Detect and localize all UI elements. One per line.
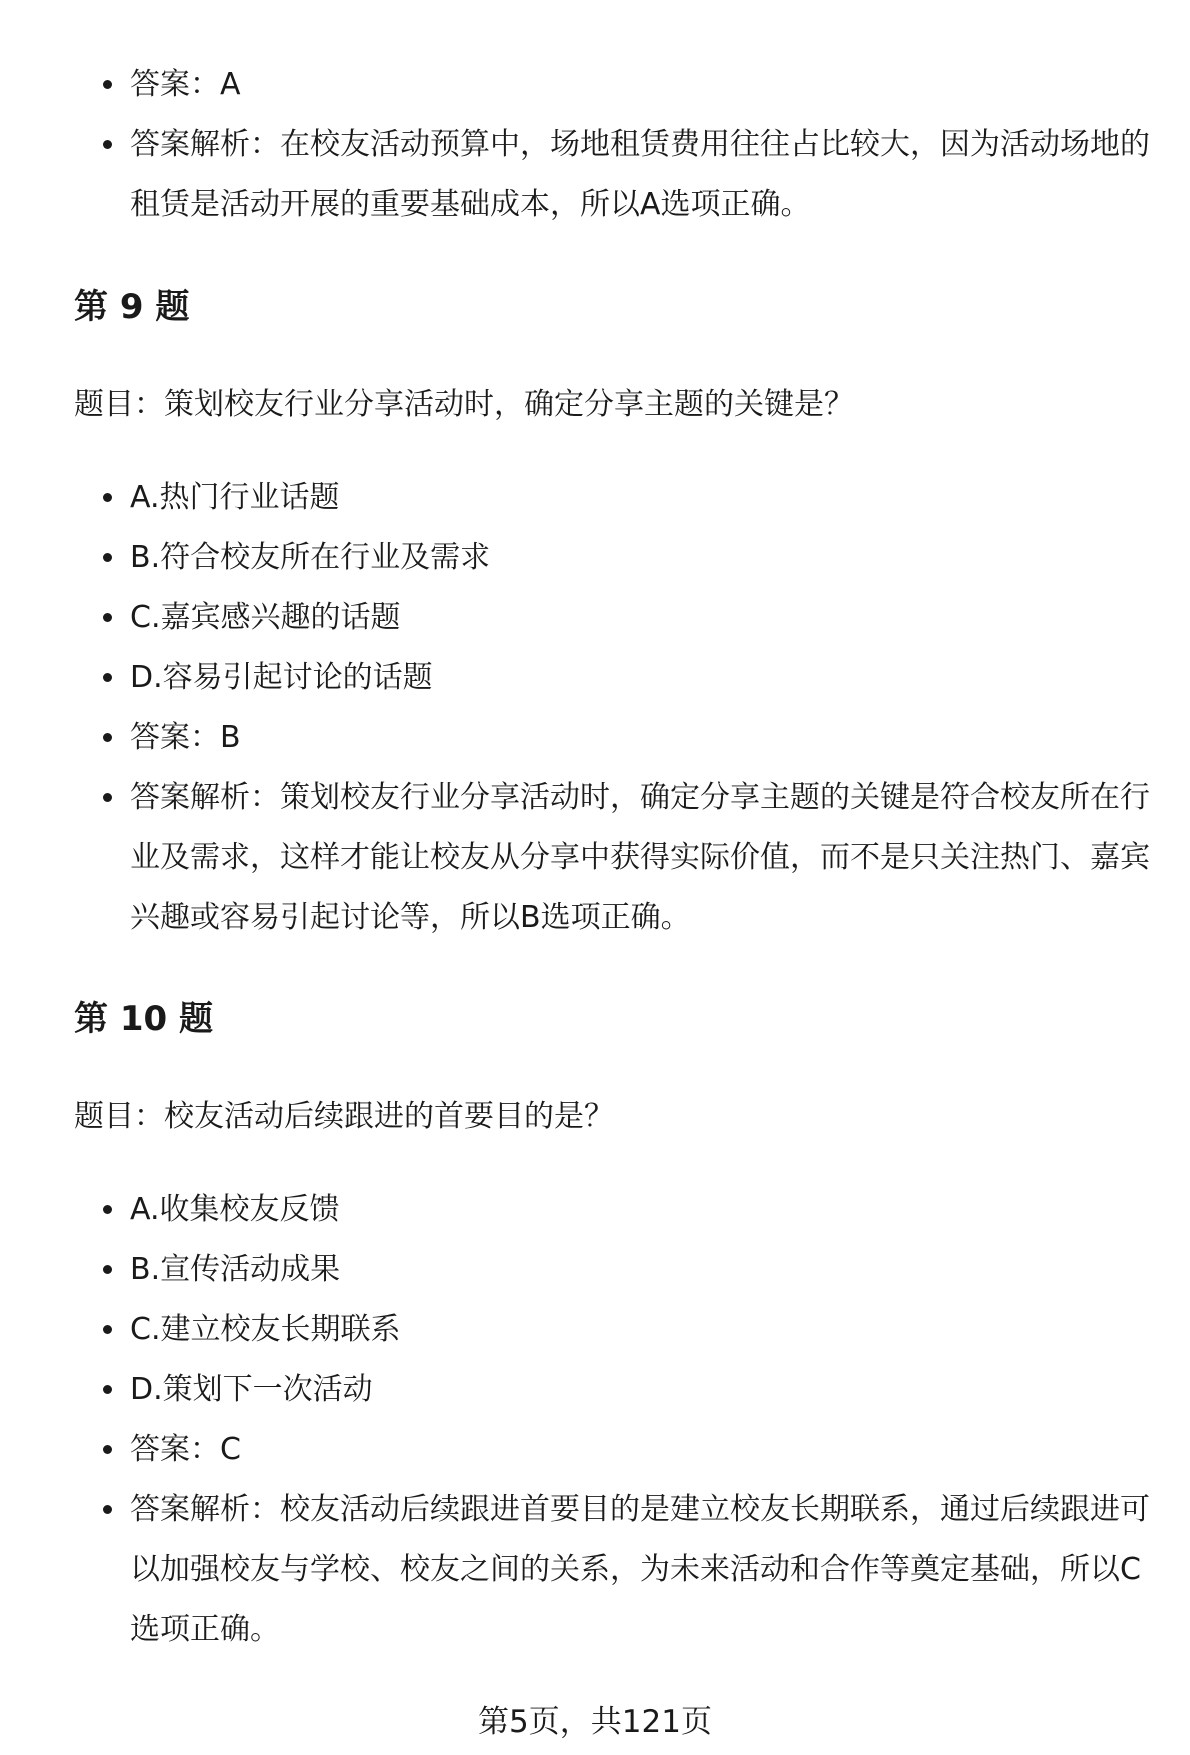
question-options-list <box>0 468 1190 948</box>
option-item: D.容易引起讨论的话题 <box>0 648 1190 708</box>
option-item: C.建立校友长期联系 <box>0 1300 1190 1360</box>
question-title: 第 10 题 <box>74 999 213 1039</box>
explanation-item: 答案解析：校友活动后续跟进首要目的是建立校友长期联系，通过后续跟进可以加强校友与学校、校友之间的关系，为未来活动和合作等奠定基础，所以C选项正确。 <box>0 1480 1190 1660</box>
explanation-item: 答案解析：策划校友行业分享活动时，确定分享主题的关键是符合校友所在行业及需求，这样才能让校友从分享中获得实际价值，而不是只关注热门、嘉宾兴趣或容易引起讨论等，所以B选项正确。 <box>0 768 1190 948</box>
option-item: B.宣传活动成果 <box>0 1240 1190 1300</box>
option-item: C.嘉宾感兴趣的话题 <box>0 588 1190 648</box>
question-stem: 题目：校友活动后续跟进的首要目的是？ <box>74 1099 614 1134</box>
answer-item: 答案：C <box>0 1420 1190 1480</box>
answer-item: 答案：A <box>0 55 1190 115</box>
prev-question-list <box>0 55 1190 235</box>
question-title: 第 9 题 <box>74 287 190 327</box>
page-number: 第5页，共121页 <box>478 1704 712 1740</box>
option-item: A.收集校友反馈 <box>0 1180 1190 1240</box>
option-item: D.策划下一次活动 <box>0 1360 1190 1420</box>
answer-item: 答案：B <box>0 708 1190 768</box>
option-item: B.符合校友所在行业及需求 <box>0 528 1190 588</box>
question-options-list <box>0 1180 1190 1660</box>
explanation-item: 答案解析：在校友活动预算中，场地租赁费用往往占比较大，因为活动场地的租赁是活动开展的重要基础成本，所以A选项正确。 <box>0 115 1190 235</box>
question-stem: 题目：策划校友行业分享活动时，确定分享主题的关键是？ <box>74 387 854 422</box>
option-item: A.热门行业话题 <box>0 468 1190 528</box>
